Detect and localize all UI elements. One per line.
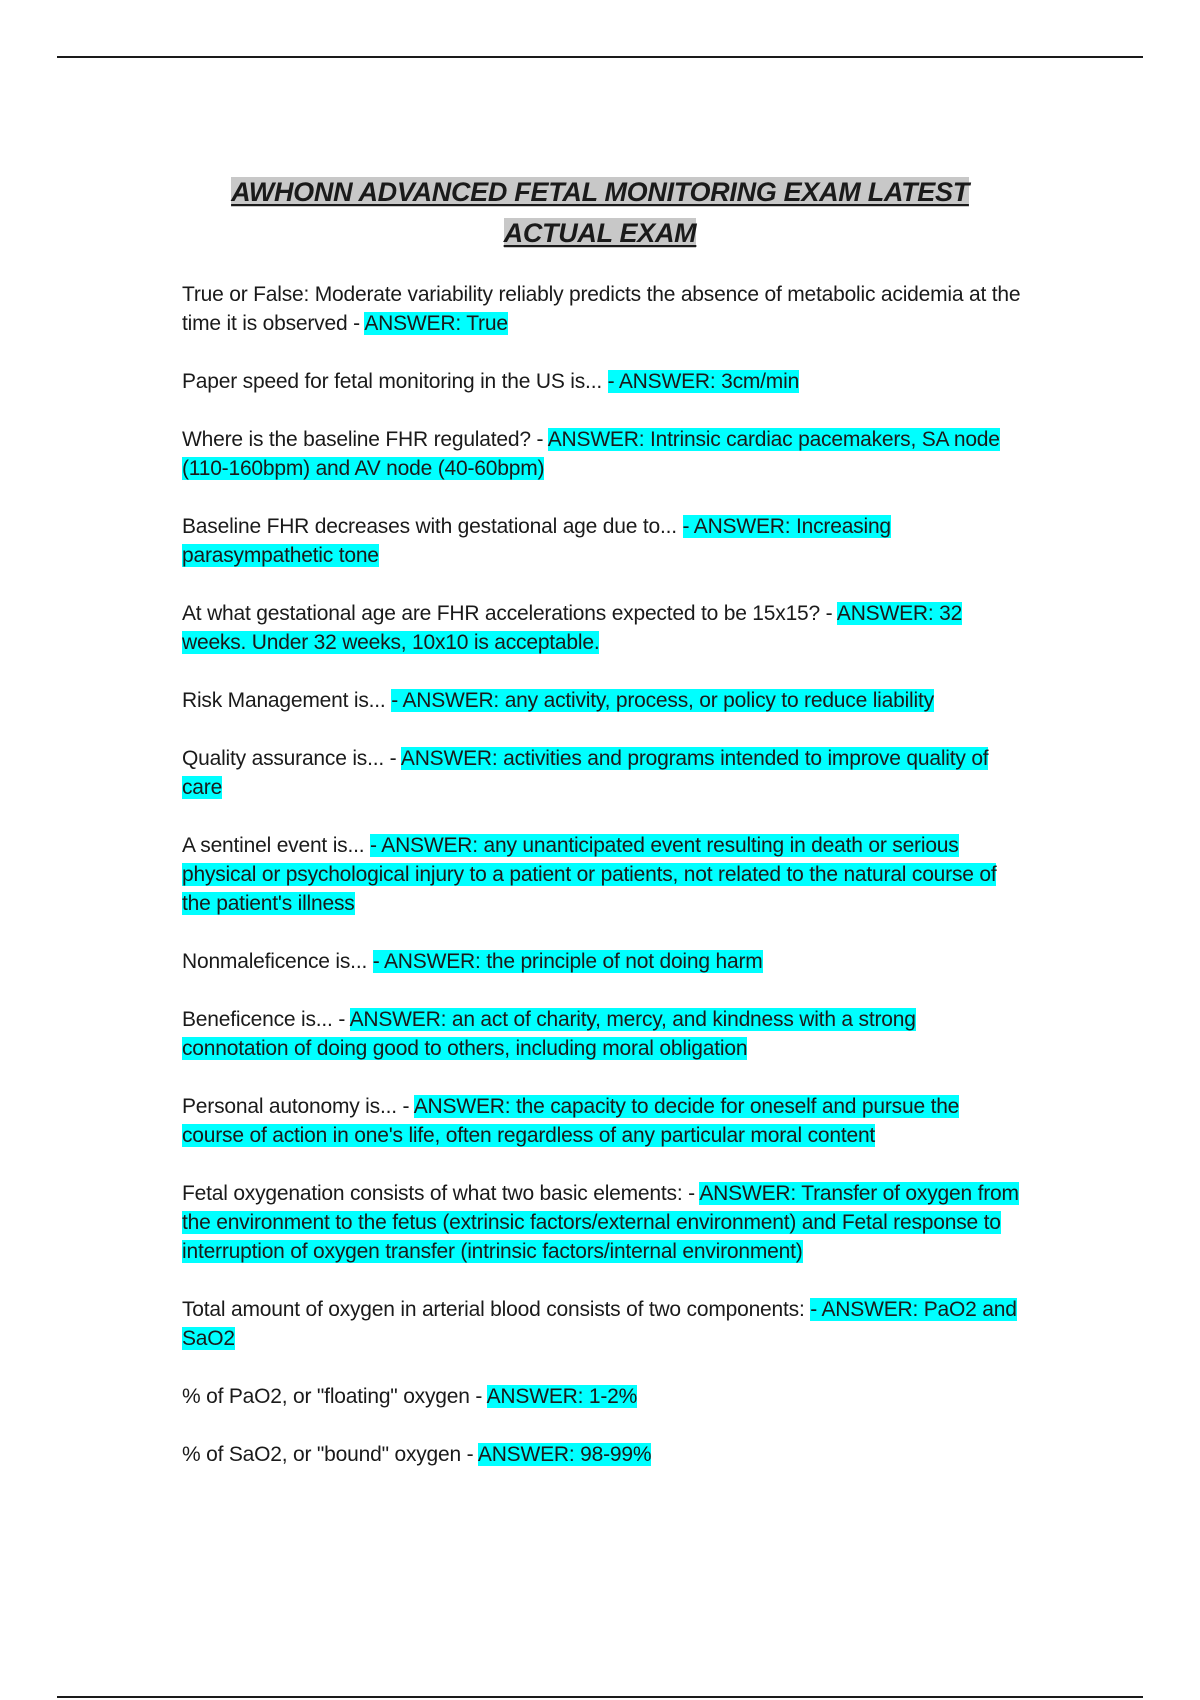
answer-text: ANSWER: activities and programs intended to improve quality of care (182, 747, 989, 799)
qa-item (182, 1295, 1022, 1353)
qa-item (182, 686, 1022, 715)
answer-text: - ANSWER: the principle of not doing harm (372, 950, 763, 973)
answer-text: ANSWER: Intrinsic cardiac pacemakers, SA node (110-160bpm) and AV node (40-60bpm) (182, 428, 1000, 480)
title-line-1: AWHONN ADVANCED FETAL MONITORING EXAM LATEST (231, 177, 969, 207)
question-text: % of SaO2, or "bound" oxygen - (182, 1443, 478, 1466)
answer-text: - ANSWER: PaO2 and SaO2 (182, 1298, 1017, 1350)
question-text: Beneficence is... - (182, 1008, 350, 1031)
qa-item (182, 1440, 1022, 1469)
answer-text: - ANSWER: any unanticipated event resulting in death or serious physical or psychological injury to a patient or patients, not related to the natural course of the patient's illness (182, 834, 997, 915)
qa-item (182, 512, 1022, 570)
question-text: Risk Management is... (182, 689, 392, 712)
qa-item (182, 1005, 1022, 1063)
answer-text: - ANSWER: Increasing parasympathetic tone (182, 515, 891, 567)
qa-item (182, 744, 1022, 802)
question-text: A sentinel event is... (182, 834, 371, 857)
answer-text: ANSWER: an act of charity, mercy, and kindness with a strong connotation of doing good to others, including moral obligation (182, 1008, 916, 1060)
answer-text: ANSWER: 32 weeks. Under 32 weeks, 10x10 is acceptable. (182, 602, 963, 654)
qa-item (182, 1382, 1022, 1411)
question-text: True or False: Moderate variability reliably predicts the absence of metabolic acidemia at the time it is observed - (182, 283, 1021, 335)
question-text: Fetal oxygenation consists of what two basic elements: - (182, 1182, 700, 1205)
question-text: Baseline FHR decreases with gestational age due to... (182, 515, 683, 538)
question-text: Paper speed for fetal monitoring in the US is... (182, 370, 608, 393)
top-rule (57, 56, 1143, 58)
answer-text: - ANSWER: 3cm/min (607, 370, 800, 393)
qa-list (182, 280, 1022, 1498)
qa-item (182, 367, 1022, 396)
question-text: Nonmaleficence is... (182, 950, 373, 973)
answer-text: ANSWER: 98-99% (477, 1443, 652, 1466)
qa-item (182, 1092, 1022, 1150)
title-line-2: ACTUAL EXAM (503, 218, 697, 248)
question-text: Personal autonomy is... - (182, 1095, 414, 1118)
qa-item (182, 831, 1022, 918)
qa-item (182, 425, 1022, 483)
question-text: Total amount of oxygen in arterial blood consists of two components: (182, 1298, 811, 1321)
qa-item (182, 1179, 1022, 1266)
answer-text: ANSWER: 1-2% (486, 1385, 638, 1408)
question-text: At what gestational age are FHR accelerations expected to be 15x15? - (182, 602, 837, 625)
document-title (160, 172, 1040, 254)
answer-text: - ANSWER: any activity, process, or policy to reduce liability (391, 689, 934, 712)
question-text: Where is the baseline FHR regulated? - (182, 428, 548, 451)
qa-item (182, 280, 1022, 338)
question-text: Quality assurance is... - (182, 747, 401, 770)
answer-text: ANSWER: True (364, 312, 508, 335)
answer-text: ANSWER: the capacity to decide for oneself and pursue the course of action in one's life, often regardless of any particular moral content (182, 1095, 960, 1147)
qa-item (182, 947, 1022, 976)
bottom-rule (57, 1696, 1143, 1698)
qa-item (182, 599, 1022, 657)
question-text: % of PaO2, or "floating" oxygen - (182, 1385, 487, 1408)
answer-text: ANSWER: Transfer of oxygen from the environment to the fetus (extrinsic factors/external environment) and Fetal response to interruption of oxygen transfer (intrinsic factors/internal environment) (182, 1182, 1019, 1263)
